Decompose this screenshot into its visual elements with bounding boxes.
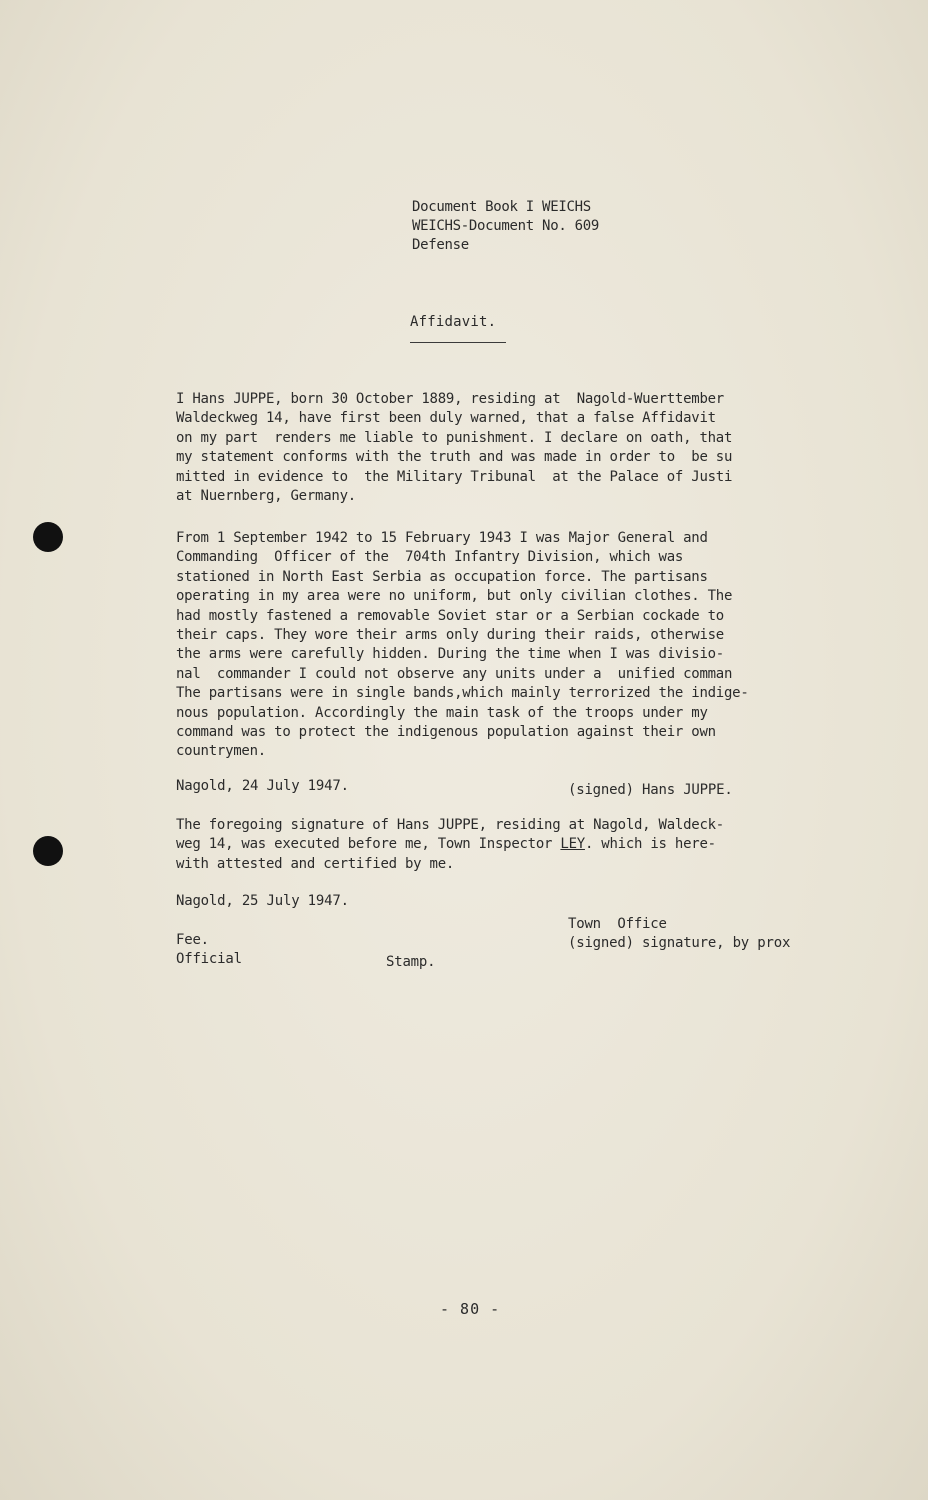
paragraph-line: my statement conforms with the truth and was made in order to be su <box>176 449 733 466</box>
signed-name: (signed) Hans JUPPE. <box>568 782 733 798</box>
paragraph-line: nal commander I could not observe any units under a unified comman <box>176 665 733 682</box>
fee-label: Fee. <box>176 932 209 948</box>
paragraph-line <box>176 835 846 854</box>
paragraph-statement <box>176 529 846 762</box>
signature-place-date: Nagold, 24 July 1947. <box>176 778 349 794</box>
paragraph-line: operating in my area were no uniform, but only civilian clothes. The <box>176 588 733 605</box>
paragraph-line: command was to protect the indigenous population against their own <box>176 724 716 741</box>
certification-text: weg 14, was executed before me, Town Inspector <box>176 836 561 853</box>
punch-hole-top <box>33 522 63 552</box>
punch-hole-bottom <box>33 836 63 866</box>
header-document-number: WEICHS-Document No. 609 <box>412 218 599 234</box>
title-underline <box>410 342 506 343</box>
paragraph-line: countrymen. <box>176 743 266 760</box>
paragraph-line: at Nuernberg, Germany. <box>176 488 356 505</box>
paragraph-line: Waldeckweg 14, have first been duly warned, that a false Affidavit <box>176 410 716 427</box>
paragraph-certification <box>176 816 846 874</box>
paragraph-line: on my part renders me liable to punishment. I declare on oath, that <box>176 429 733 446</box>
paragraph-line: From 1 September 1942 to 15 February 1943 I was Major General and <box>176 530 708 546</box>
paragraph-line: stationed in North East Serbia as occupation force. The partisans <box>176 568 708 585</box>
paragraph-line: had mostly fastened a removable Soviet star or a Serbian cockade to <box>176 607 724 624</box>
page-title: Affidavit. <box>410 314 497 330</box>
paragraph-oath <box>176 390 846 506</box>
town-office-label: Town Office <box>568 916 667 932</box>
paragraph-line: with attested and certified by me. <box>176 855 455 872</box>
paragraph-line: I Hans JUPPE, born 30 October 1889, residing at Nagold-Wuerttember <box>176 391 724 407</box>
paragraph-line: nous population. Accordingly the main task of the troops under my <box>176 704 708 721</box>
stamp-label: Stamp. <box>386 954 436 970</box>
inspector-name: LEY <box>560 836 585 853</box>
paragraph-line: Commanding Officer of the 704th Infantry Division, which was <box>176 549 684 566</box>
header-document-book: Document Book I WEICHS <box>412 199 591 215</box>
document-header <box>412 198 599 255</box>
header-defense: Defense <box>412 237 469 253</box>
certification-text: . which is here- <box>584 836 716 853</box>
page-number: - 80 - <box>440 1300 501 1318</box>
official-label: Official <box>176 951 242 967</box>
paragraph-line: their caps. They wore their arms only during their raids, otherwise <box>176 627 724 644</box>
paragraph-line: mitted in evidence to the Military Tribunal at the Palace of Justi <box>176 468 733 485</box>
second-date: Nagold, 25 July 1947. <box>176 893 349 909</box>
paragraph-line: The partisans were in single bands,which mainly terrorized the indige- <box>176 685 749 702</box>
signed-proxy: (signed) signature, by prox <box>568 935 791 951</box>
paragraph-line: The foregoing signature of Hans JUPPE, residing at Nagold, Waldeck- <box>176 817 724 833</box>
paragraph-line: the arms were carefully hidden. During the time when I was divisio- <box>176 646 724 663</box>
